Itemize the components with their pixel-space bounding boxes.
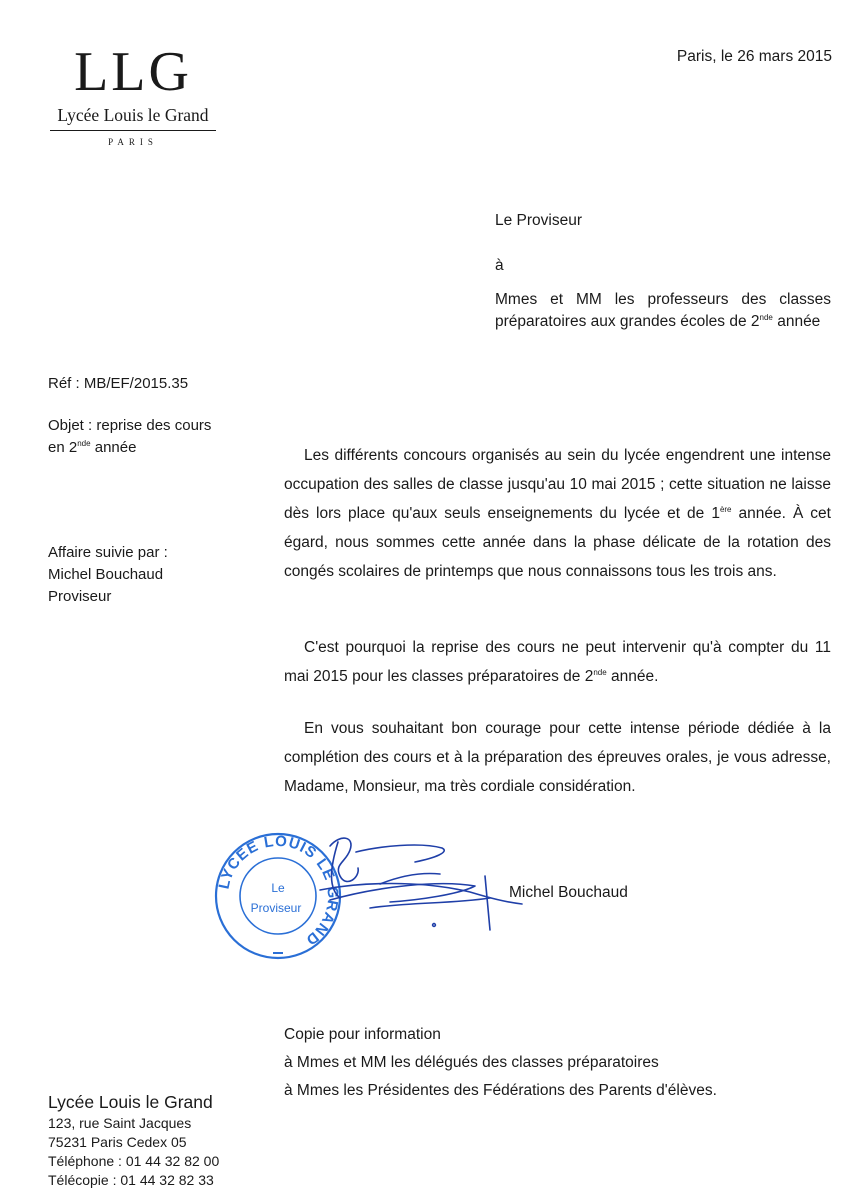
- footer-fax: Télécopie : 01 44 32 82 33: [48, 1172, 214, 1188]
- subject: [48, 415, 211, 459]
- p2-sup: nde: [593, 668, 607, 677]
- p1-text-b: année. À cet égard, nous sommes cette année dans la phase délicate de la rotation des congés scolaires de printemps que nous connaissons tous les trois ans.: [284, 505, 831, 580]
- body-paragraph-1: [284, 441, 831, 586]
- p1-text-a: Les différents concours organisés au sein du lycée engendrent une intense occupation des salles de classe jusqu'au 10 mai 2015 ; cette situation ne laisse dès lors place qu'aux seuls enseignements du lycée et de 1: [284, 447, 831, 522]
- stamp-center-line-2: Proviseur: [250, 901, 302, 915]
- footer-phone: Téléphone : 01 44 32 82 00: [48, 1153, 220, 1169]
- handled-by-title: Proviseur: [48, 588, 112, 605]
- footer-school-name: Lycée Louis le Grand: [48, 1092, 213, 1112]
- p1-sup: ère: [719, 505, 732, 514]
- letter-date: Paris, le 26 mars 2015: [676, 48, 832, 65]
- reference: Réf : MB/EF/2015.35: [48, 375, 189, 392]
- stamp-center-line-1: Le: [271, 881, 285, 895]
- stamp-ring-text: LYCEE LOUIS LE GRAND: [215, 832, 342, 949]
- recipients-text: Mmes et MM les professeurs des classes préparatoires aux grandes écoles de 2: [495, 291, 831, 330]
- subject-sup: nde: [77, 439, 91, 448]
- copies-line-3: à Mmes les Présidentes des Fédérations des Parents d'élèves.: [284, 1082, 717, 1099]
- copies-line-1: Copie pour information: [284, 1026, 441, 1043]
- logo-divider: [50, 130, 216, 131]
- p2-text-b: année.: [606, 668, 659, 685]
- footer-city: 75231 Paris Cedex 05: [48, 1134, 187, 1150]
- handled-by-name: Michel Bouchaud: [48, 566, 164, 583]
- school-city: PARIS: [108, 137, 158, 147]
- signature: [300, 828, 530, 938]
- p2-text-a: C'est pourquoi la reprise des cours ne peut intervenir qu'à compter du 11 mai 2015 pour les classes préparatoires de 2: [284, 639, 831, 685]
- body-paragraph-2: [284, 633, 831, 691]
- subject-pre: en 2: [48, 439, 78, 456]
- subject-line-1: Objet : reprise des cours: [48, 417, 212, 434]
- sender: Le Proviseur: [495, 212, 583, 229]
- subject-post: année: [90, 439, 137, 456]
- copies-line-2: à Mmes et MM les délégués des classes préparatoires: [284, 1054, 659, 1071]
- to-word: à: [495, 257, 504, 274]
- school-name: Lycée Louis le Grand: [57, 105, 209, 125]
- footer-street: 123, rue Saint Jacques: [48, 1115, 192, 1131]
- footer-address: [48, 1090, 219, 1190]
- handled-by-label: Affaire suivie par :: [48, 544, 168, 561]
- recipients-sup: nde: [759, 313, 773, 322]
- handled-by: [48, 542, 168, 608]
- signer-name: Michel Bouchaud: [509, 884, 628, 901]
- copies-block: [284, 1021, 717, 1105]
- recipients: [495, 289, 831, 333]
- school-logo: LLG: [74, 41, 192, 103]
- subject-line-2: [48, 437, 211, 459]
- recipients-tail: année: [777, 313, 821, 330]
- body-paragraph-3: En vous souhaitant bon courage pour cette intense période dédiée à la complétion des cours et à la préparation des épreuves orales, je vous adresse, Madame, Monsieur, ma très cordiale considération.: [284, 720, 831, 795]
